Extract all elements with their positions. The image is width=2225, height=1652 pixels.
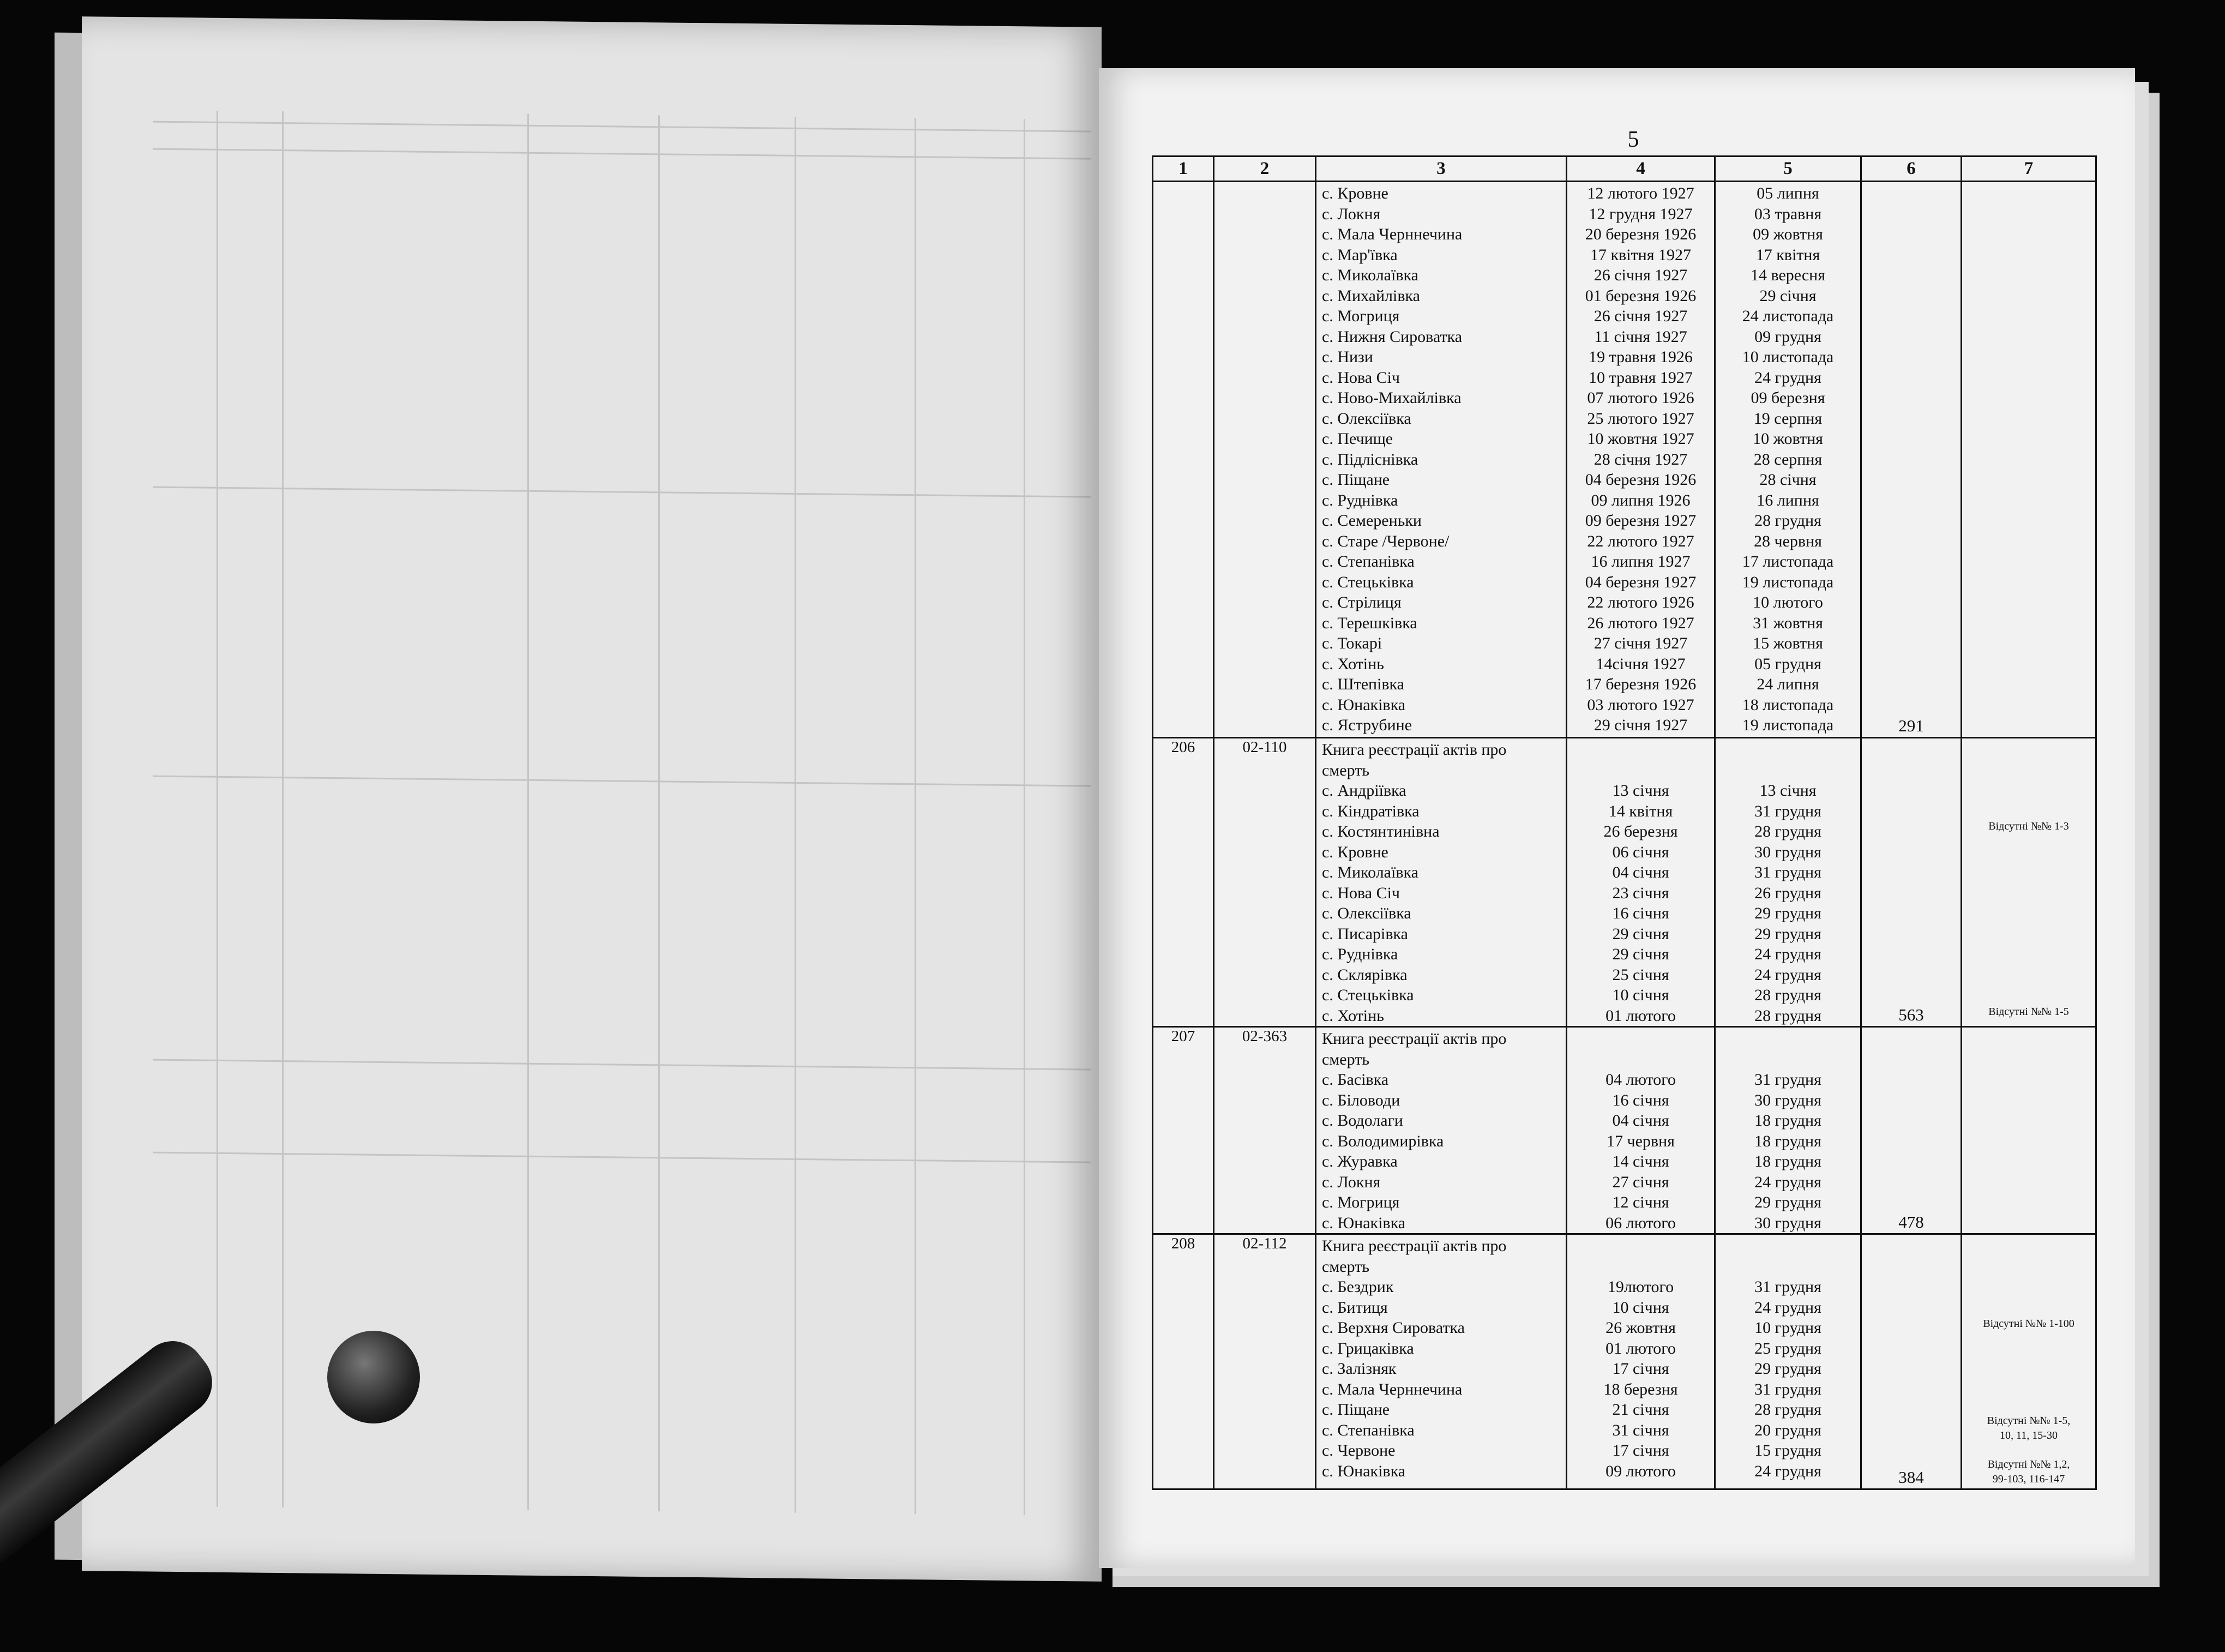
start-date-list: [1567, 1028, 1714, 1233]
list-line: 24 грудня: [1754, 965, 1821, 984]
end-dates-cell: [1715, 1234, 1861, 1489]
header-col-3: 3: [1316, 157, 1567, 182]
list-line: [1567, 760, 1714, 781]
list-line: [1716, 1236, 1860, 1257]
list-line: с. Басівка: [1322, 1071, 1389, 1089]
list-line: с. Локня: [1322, 1173, 1381, 1191]
list-line: 26 січня 1927: [1593, 307, 1688, 325]
list-line: с. Кровне: [1322, 843, 1388, 861]
start-dates-cell: [1567, 1234, 1715, 1489]
list-line: [1567, 1257, 1714, 1277]
missing-note: Відсутні №№ 1-5,: [1987, 1415, 2071, 1427]
list-line: 17 квітня 1927: [1590, 245, 1692, 264]
list-line: 31 жовтня: [1753, 614, 1823, 632]
row-number: 206: [1153, 738, 1214, 1027]
list-line: с. Юнаківка: [1322, 1214, 1406, 1232]
list-line: 29 грудня: [1754, 1360, 1821, 1378]
count-cell: [1861, 182, 1962, 738]
end-dates-cell: [1715, 1027, 1861, 1234]
list-line: 29 січня: [1612, 924, 1669, 943]
list-line: [1567, 1236, 1714, 1257]
list-line: [1567, 740, 1714, 760]
list-line: 16 січня: [1612, 1091, 1669, 1109]
table-row: [1153, 1234, 2096, 1489]
list-line: 25 грудня: [1754, 1339, 1821, 1357]
list-line: с. Стрілиця: [1322, 593, 1402, 611]
list-line: 16 липня 1927: [1591, 552, 1691, 570]
list-line: [1716, 1029, 1860, 1049]
village-list: [1316, 1028, 1566, 1233]
list-line: с. Штепівка: [1322, 675, 1404, 693]
villages-cell: [1316, 182, 1567, 738]
list-line: 31 грудня: [1754, 1071, 1821, 1089]
list-line: 05 липня: [1757, 184, 1819, 202]
start-dates-cell: [1567, 1027, 1715, 1234]
list-line: 29 грудня: [1754, 1193, 1821, 1211]
list-line: с. Степанівка: [1322, 1421, 1415, 1439]
end-date-list: [1716, 738, 1860, 1026]
list-line: с. Стецьківка: [1322, 573, 1414, 591]
list-line: 15 жовтня: [1753, 634, 1823, 652]
list-line: 09 грудня: [1754, 327, 1821, 346]
list-line: с. Андріївка: [1322, 782, 1406, 800]
list-line: 10 жовтня: [1753, 430, 1823, 448]
list-line: с. Нова Січ: [1322, 884, 1400, 902]
list-line: с. Грицаківка: [1322, 1339, 1414, 1357]
missing-note: Відсутні №№ 1-100: [1983, 1318, 2074, 1330]
page-number: 5: [1627, 127, 1639, 152]
list-line: с. Локня: [1322, 205, 1381, 223]
list-line: 29 грудня: [1754, 924, 1821, 943]
row-number: [1153, 182, 1214, 738]
village-list: [1316, 738, 1566, 1026]
list-line: 19 листопада: [1742, 573, 1834, 591]
list-line: 10 травня 1927: [1589, 368, 1693, 387]
start-dates-cell: [1567, 738, 1715, 1027]
missing-note: Відсутні №№ 1-5: [1988, 1006, 2069, 1018]
register-table: [1152, 155, 2097, 1490]
list-line: 12 лютого 1927: [1587, 184, 1694, 202]
list-line: 28 грудня: [1754, 986, 1821, 1004]
village-list: [1316, 182, 1566, 736]
list-line: с. Миколаївка: [1322, 863, 1418, 881]
missing-note: 10, 11, 15-30: [2000, 1429, 2058, 1441]
list-line: 16 січня: [1612, 904, 1669, 922]
record-count: 384: [1898, 1468, 1924, 1487]
list-line: [1716, 740, 1860, 760]
list-line: 26 січня 1927: [1593, 266, 1688, 284]
list-line: 26 березня: [1603, 822, 1678, 840]
table-row: [1153, 182, 2096, 738]
list-line: 10 жовтня 1927: [1587, 430, 1694, 448]
list-line: 06 лютого: [1605, 1214, 1676, 1232]
list-line: с. Нижня Сироватка: [1322, 327, 1463, 346]
villages-cell: [1316, 1234, 1567, 1489]
record-count: 291: [1898, 716, 1924, 735]
list-line: 09 липня 1926: [1591, 491, 1691, 509]
list-line: 14 квітня: [1608, 802, 1673, 820]
list-line: с. Руднівка: [1322, 945, 1398, 963]
list-line: смерть: [1322, 1050, 1370, 1068]
list-line: с. Червоне: [1322, 1441, 1396, 1459]
list-line: с. Кіндратівка: [1322, 802, 1420, 820]
list-line: 05 грудня: [1754, 654, 1821, 673]
list-line: 17 січня: [1612, 1360, 1669, 1378]
list-line: с. Мала Черннечина: [1322, 225, 1463, 243]
list-line: 17 березня 1926: [1585, 675, 1697, 693]
list-line: 12 грудня 1927: [1589, 205, 1693, 223]
list-line: с. Журавка: [1322, 1152, 1398, 1170]
header-col-7: 7: [1962, 157, 2096, 182]
list-line: 23 січня: [1612, 884, 1669, 902]
list-line: с. Кровне: [1322, 184, 1388, 202]
list-line: с. Верхня Сироватка: [1322, 1319, 1465, 1337]
list-line: с. Печище: [1322, 430, 1393, 448]
list-line: с. Степанівка: [1322, 552, 1415, 570]
list-line: [1716, 1257, 1860, 1277]
list-line: 09 березня: [1751, 389, 1825, 407]
list-line: 28 грудня: [1754, 1006, 1821, 1025]
list-line: 16 липня: [1757, 491, 1819, 509]
list-line: 30 грудня: [1754, 1091, 1821, 1109]
list-line: Книга реєстрації актів про: [1322, 1237, 1507, 1255]
list-line: 27 січня: [1612, 1173, 1669, 1191]
missing-note: 99-103, 116-147: [1992, 1473, 2065, 1485]
row-number: 208: [1153, 1234, 1214, 1489]
list-line: 31 грудня: [1754, 802, 1821, 820]
list-line: 17 січня: [1612, 1441, 1669, 1459]
list-line: с. Склярівка: [1322, 965, 1408, 984]
list-line: 18 листопада: [1742, 695, 1834, 714]
list-line: 28 червня: [1754, 532, 1822, 550]
list-line: с. Біловоди: [1322, 1091, 1400, 1109]
record-count: 478: [1898, 1212, 1924, 1232]
list-line: с. Михайлівка: [1322, 286, 1420, 305]
list-line: с. Олексіївка: [1322, 904, 1411, 922]
list-line: с. Мала Черннечина: [1322, 1380, 1463, 1398]
list-line: с. Писарівка: [1322, 924, 1408, 943]
list-line: 31 грудня: [1754, 863, 1821, 881]
list-line: 28 грудня: [1754, 822, 1821, 840]
list-line: 26 грудня: [1754, 884, 1821, 902]
list-line: с. Терешківка: [1322, 614, 1417, 632]
list-line: с. Низи: [1322, 348, 1373, 366]
list-line: 13 січня: [1612, 782, 1669, 800]
list-line: 24 грудня: [1754, 1298, 1821, 1317]
list-line: с. Семереньки: [1322, 512, 1422, 530]
list-line: с. Водолаги: [1322, 1112, 1403, 1130]
end-dates-cell: [1715, 738, 1861, 1027]
list-line: с. Бездрик: [1322, 1278, 1394, 1296]
list-line: 28 грудня: [1754, 1401, 1821, 1419]
list-line: 28 січня: [1759, 471, 1817, 489]
list-line: 29 січня: [1612, 945, 1669, 963]
list-line: 09 лютого: [1605, 1462, 1676, 1480]
header-col-2: 2: [1214, 157, 1316, 182]
list-line: 04 лютого: [1605, 1071, 1676, 1089]
list-line: 20 березня 1926: [1585, 225, 1697, 243]
end-date-list: [1716, 1028, 1860, 1233]
list-line: 03 травня: [1754, 205, 1822, 223]
list-line: 24 грудня: [1754, 1173, 1821, 1191]
count-cell: [1861, 1234, 1962, 1489]
list-line: с. Ново-Михайлівка: [1322, 389, 1462, 407]
missing-note: Відсутні №№ 1,2,: [1987, 1458, 2070, 1470]
list-line: 31 грудня: [1754, 1278, 1821, 1296]
list-line: 03 лютого 1927: [1587, 695, 1694, 714]
list-line: 18 грудня: [1754, 1132, 1821, 1150]
list-line: с. Піщане: [1322, 471, 1390, 489]
list-line: с. Мар'ївка: [1322, 245, 1398, 264]
list-line: 06 січня: [1612, 843, 1669, 861]
list-line: [1716, 760, 1860, 781]
record-count: 563: [1898, 1005, 1924, 1024]
list-line: 30 грудня: [1754, 1214, 1821, 1232]
list-line: с. Могриця: [1322, 1193, 1400, 1211]
list-line: 29 грудня: [1754, 904, 1821, 922]
list-line: 30 грудня: [1754, 843, 1821, 861]
header-col-6: 6: [1861, 157, 1962, 182]
count-cell: [1861, 738, 1962, 1027]
start-dates-cell: [1567, 182, 1715, 738]
list-line: 04 січня: [1612, 1112, 1669, 1130]
notes-cell: [1962, 1027, 2096, 1234]
list-line: 18 березня: [1603, 1380, 1678, 1398]
list-line: 14січня 1927: [1596, 654, 1686, 673]
start-date-list: [1567, 738, 1714, 1026]
list-line: 28 грудня: [1754, 512, 1821, 530]
list-line: с. Піщане: [1322, 1401, 1390, 1419]
list-line: 21 січня: [1612, 1401, 1669, 1419]
list-line: 04 березня 1926: [1585, 471, 1697, 489]
list-line: 22 лютого 1927: [1587, 532, 1694, 550]
list-line: 22 лютого 1926: [1587, 593, 1694, 611]
list-line: 29 січня: [1759, 286, 1817, 305]
end-date-list: [1716, 1235, 1860, 1481]
list-line: 19 серпня: [1753, 409, 1823, 428]
end-dates-cell: [1715, 182, 1861, 738]
notes-cell: [1962, 182, 2096, 738]
archive-code: 02-363: [1214, 1027, 1316, 1234]
list-line: 24 грудня: [1754, 368, 1821, 387]
header-col-4: 4: [1567, 157, 1715, 182]
list-line: 19 травня 1926: [1589, 348, 1693, 366]
list-line: 24 листопада: [1742, 307, 1834, 325]
list-line: 24 липня: [1757, 675, 1819, 693]
list-line: 28 серпня: [1753, 450, 1823, 468]
list-line: 10 грудня: [1754, 1319, 1821, 1337]
list-line: 17 червня: [1607, 1132, 1675, 1150]
list-line: 07 лютого 1926: [1587, 389, 1694, 407]
bleed-through-table: [153, 110, 1091, 1516]
end-date-list: [1716, 182, 1860, 736]
list-line: 11 січня 1927: [1594, 327, 1687, 346]
list-line: 10 листопада: [1742, 348, 1834, 366]
village-list: [1316, 1235, 1566, 1481]
list-line: 28 січня 1927: [1593, 450, 1688, 468]
villages-cell: [1316, 1027, 1567, 1234]
list-line: 25 лютого 1927: [1587, 409, 1694, 428]
list-line: 01 березня 1926: [1585, 286, 1697, 305]
list-line: с. Руднівка: [1322, 491, 1398, 509]
list-line: с. Нова Січ: [1322, 368, 1400, 387]
list-line: 25 січня: [1612, 965, 1669, 984]
list-line: 18 грудня: [1754, 1112, 1821, 1130]
list-line: с. Залізняк: [1322, 1360, 1397, 1378]
list-line: с. Могриця: [1322, 307, 1400, 325]
list-line: 18 грудня: [1754, 1152, 1821, 1170]
notes-cell: [1962, 738, 2096, 1027]
list-line: Книга реєстрації актів про: [1322, 741, 1507, 759]
list-line: [1567, 1029, 1714, 1049]
list-line: смерть: [1322, 761, 1370, 779]
pen-cap: [327, 1331, 420, 1423]
list-line: с. Підліснівка: [1322, 450, 1418, 468]
list-line: 01 лютого: [1605, 1006, 1676, 1025]
list-line: 19лютого: [1607, 1278, 1674, 1296]
list-line: 19 листопада: [1742, 716, 1834, 734]
list-line: [1567, 1049, 1714, 1070]
archive-code: [1214, 182, 1316, 738]
list-line: 14 січня: [1612, 1152, 1669, 1170]
list-line: 31 грудня: [1754, 1380, 1821, 1398]
list-line: с. Яструбине: [1322, 716, 1412, 734]
list-line: с. Хотінь: [1322, 1006, 1384, 1025]
list-line: с. Олексіївка: [1322, 409, 1411, 428]
list-line: смерть: [1322, 1257, 1370, 1276]
list-line: с. Юнаківка: [1322, 695, 1406, 714]
list-line: 10 лютого: [1753, 593, 1823, 611]
list-line: 27 січня 1927: [1593, 634, 1688, 652]
list-line: 20 грудня: [1754, 1421, 1821, 1439]
list-line: с. Токарі: [1322, 634, 1382, 652]
archive-code: 02-112: [1214, 1234, 1316, 1489]
count-cell: [1861, 1027, 1962, 1234]
table-row: [1153, 738, 2096, 1027]
list-line: 24 грудня: [1754, 1462, 1821, 1480]
list-line: с. Битиця: [1322, 1298, 1388, 1317]
list-line: с. Миколаївка: [1322, 266, 1418, 284]
villages-cell: [1316, 738, 1567, 1027]
start-date-list: [1567, 182, 1714, 736]
list-line: 04 січня: [1612, 863, 1669, 881]
list-line: 10 січня: [1612, 1298, 1669, 1317]
list-line: 10 січня: [1612, 986, 1669, 1004]
table-row: [1153, 1027, 2096, 1234]
list-line: 26 жовтня: [1605, 1319, 1676, 1337]
header-col-5: 5: [1715, 157, 1861, 182]
list-line: [1716, 1049, 1860, 1070]
list-line: 15 грудня: [1754, 1441, 1821, 1459]
list-line: 17 квітня: [1755, 245, 1820, 264]
list-line: с. Хотінь: [1322, 654, 1384, 673]
notes-cell: [1962, 1234, 2096, 1489]
header-row: [1153, 157, 2096, 182]
list-line: с. Володимирівка: [1322, 1132, 1444, 1150]
list-line: с. Стецьківка: [1322, 986, 1414, 1004]
left-page: [82, 16, 1102, 1582]
missing-note: Відсутні №№ 1-3: [1988, 820, 2069, 832]
list-line: 04 березня 1927: [1585, 573, 1697, 591]
list-line: 24 грудня: [1754, 945, 1821, 963]
list-line: 14 вересня: [1750, 266, 1826, 284]
list-line: 09 березня 1927: [1585, 512, 1697, 530]
list-line: 13 січня: [1759, 782, 1817, 800]
list-line: с. Юнаківка: [1322, 1462, 1406, 1480]
list-line: с. Старе /Червоне/: [1322, 532, 1450, 550]
start-date-list: [1567, 1235, 1714, 1481]
header-col-1: 1: [1153, 157, 1214, 182]
list-line: с. Костянтинівна: [1322, 822, 1440, 840]
list-line: Книга реєстрації актів про: [1322, 1030, 1507, 1048]
list-line: 17 листопада: [1742, 552, 1834, 570]
list-line: 26 лютого 1927: [1587, 614, 1694, 632]
row-number: 207: [1153, 1027, 1214, 1234]
list-line: 01 лютого: [1605, 1339, 1676, 1357]
list-line: 09 жовтня: [1753, 225, 1823, 243]
archive-code: 02-110: [1214, 738, 1316, 1027]
list-line: 29 січня 1927: [1593, 716, 1688, 734]
list-line: 31 січня: [1612, 1421, 1669, 1439]
list-line: 12 січня: [1612, 1193, 1669, 1211]
